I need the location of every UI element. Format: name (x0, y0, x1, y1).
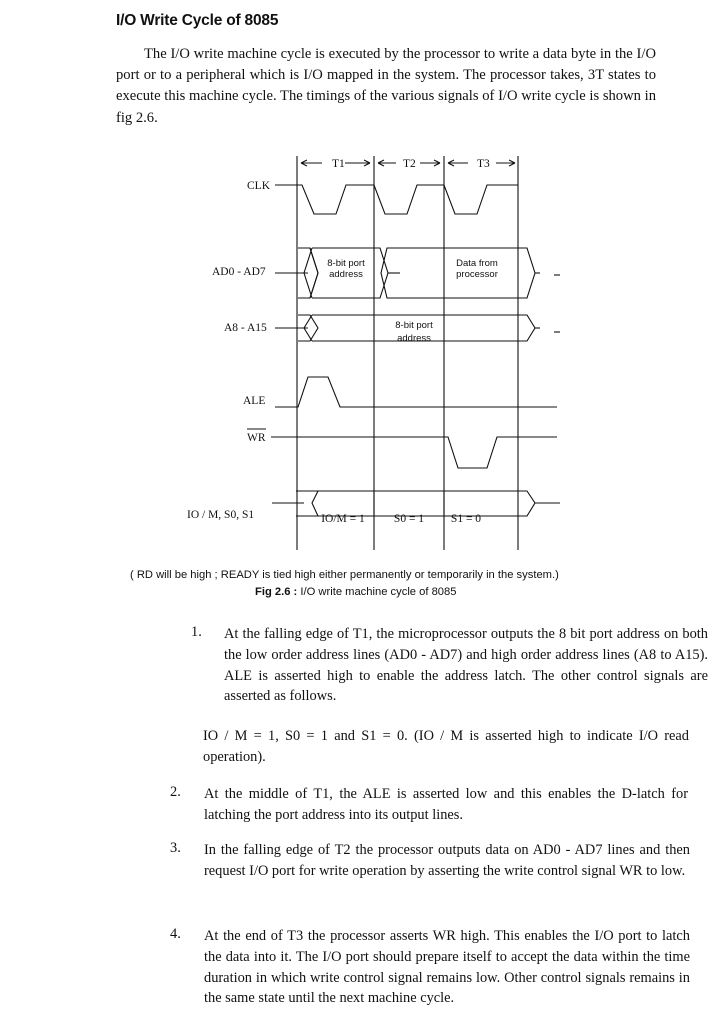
figure-note: ( RD will be high ; READY is tied high either permanently or temporarily in the system.) (130, 569, 559, 581)
step-3-number: 3. (170, 840, 181, 856)
io-m-text: IO/M = 1 (321, 513, 365, 525)
timing-diagram (0, 148, 726, 568)
step-4-text: At the end of T3 the processor asserts WR high. This enables the I/O port to latch the data into it. The I/O port should prepare itself to accept the data within the time duration in which write control signal remains low. Other control signals remains in the same state until the next machine cycle. (204, 928, 690, 1007)
intro-text: The I/O write machine cycle is executed by the processor to write a data byte in the I/O port or to a peripheral which is I/O mapped in the system. The processor takes, 3T states to execute this machine cycle. The timings of the various signals of I/O write cycle is shown in fig 2.6. (116, 46, 656, 126)
io-label: IO / M, S0, S1 (187, 509, 255, 521)
step-4-number: 4. (170, 926, 181, 942)
ad-label: AD0 - AD7 (212, 266, 266, 278)
step-1-signals: IO / M = 1, S0 = 1 and S1 = 0. (IO / M is asserted high to indicate I/O read operation). (203, 728, 689, 765)
a-label: A8 - A15 (224, 322, 267, 334)
ad-port-text-2: address (329, 269, 363, 280)
ale-label: ALE (243, 395, 266, 407)
step-2-text: At the middle of T1, the ALE is asserted low and this enables the D-latch for latching the port address into its output lines. (204, 786, 688, 823)
step-2-number: 2. (170, 784, 181, 800)
step-1-number: 1. (191, 624, 202, 640)
t3-label: T3 (477, 158, 490, 170)
ad-data-text-1: Data from (456, 258, 498, 269)
clk-label: CLK (247, 180, 270, 192)
section-heading: I/O Write Cycle of 8085 (116, 12, 279, 29)
clk-waveform (275, 185, 518, 214)
ad-data-text-2: processor (456, 269, 498, 280)
ale-waveform (275, 377, 557, 407)
figure-caption (255, 586, 456, 598)
figure-caption-label: Fig 2.6 : (255, 586, 298, 598)
wr-label: WR (247, 432, 266, 444)
ad-port-text-1: 8-bit port (327, 258, 365, 269)
wr-waveform (271, 437, 557, 468)
s1-text: S1 = 0 (450, 513, 482, 525)
figure-caption-text: I/O write machine cycle of 8085 (300, 586, 457, 598)
intro-paragraph (116, 44, 656, 129)
a-port-text-2: address (397, 333, 431, 344)
a-port-text-1: 8-bit port (395, 320, 433, 331)
t1-label: T1 (332, 158, 345, 170)
t2-label: T2 (403, 158, 416, 170)
step-1-text: At the falling edge of T1, the microprocessor outputs the 8 bit port address on both the low order address lines (AD0 - AD7) and high order address lines (A8 to A15). ALE is asserted high to enable the address latch. The other control signals are asserted as follows. (224, 626, 708, 705)
step-3-text: In the falling edge of T2 the processor outputs data on AD0 - AD7 lines and then request I/O port for write operation by asserting the write control signal WR to low. (204, 842, 690, 879)
s0-text: S0 = 1 (393, 513, 425, 525)
